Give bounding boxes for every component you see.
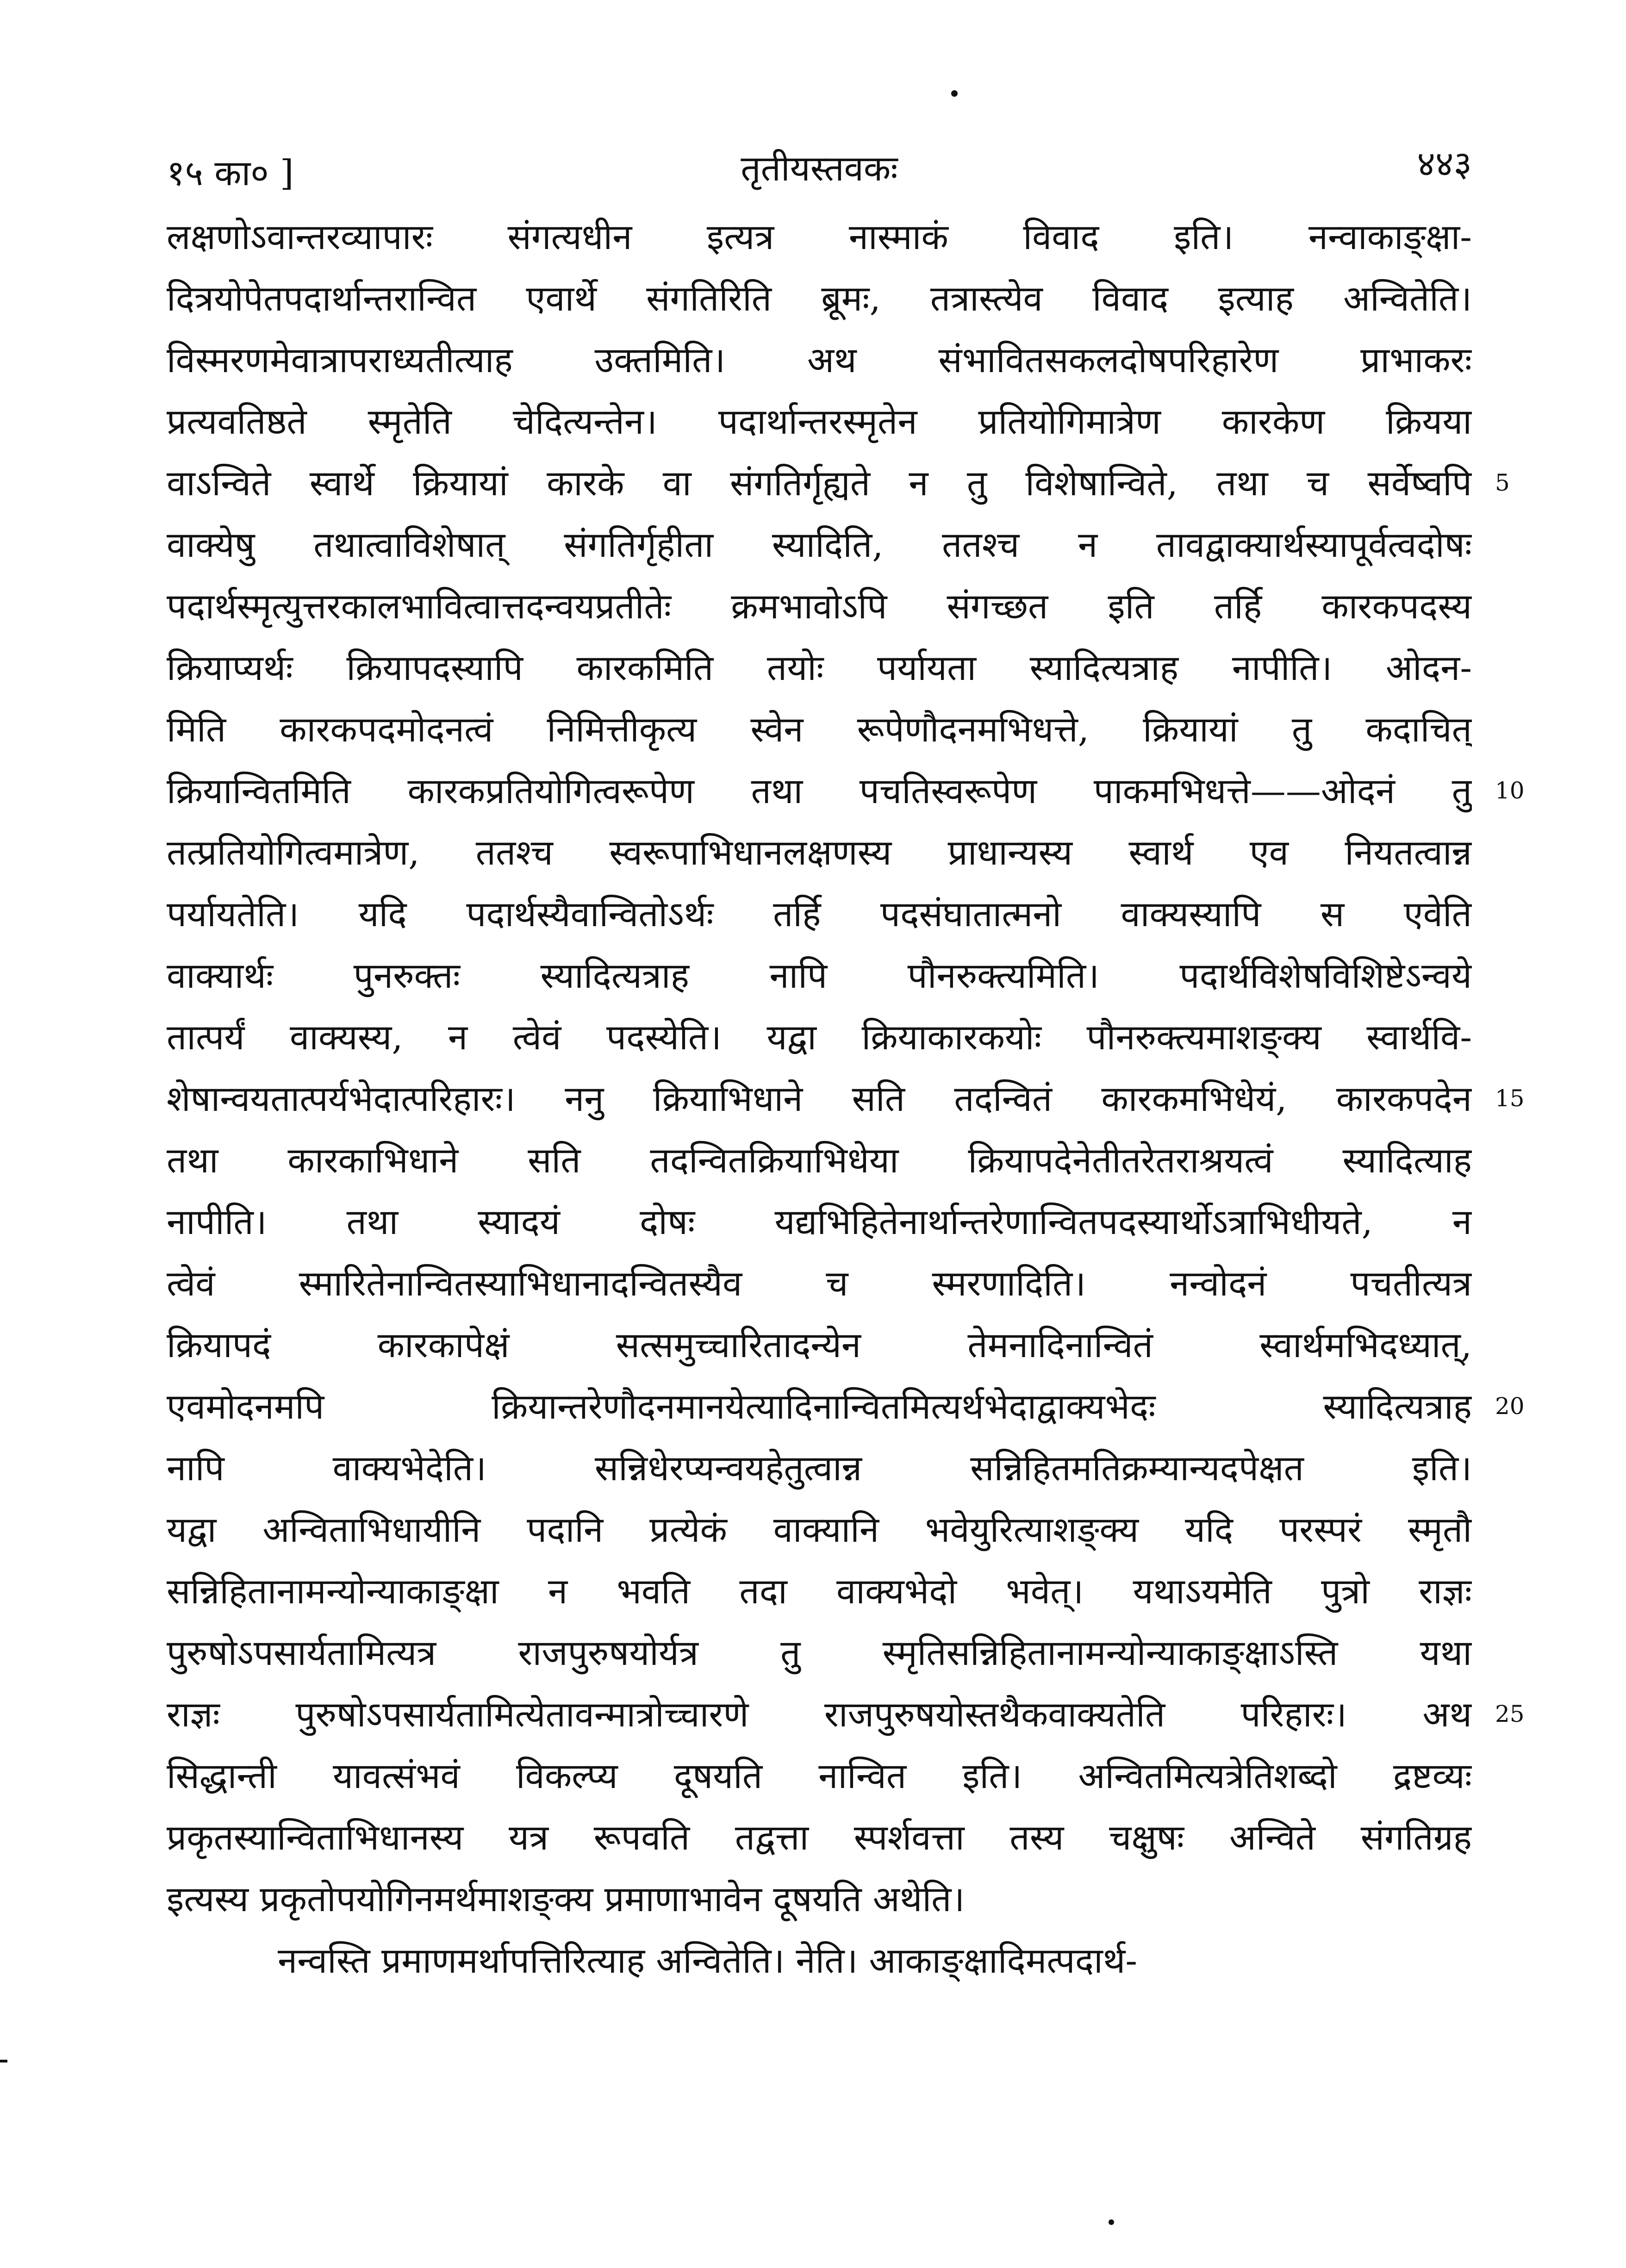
text-line: त्वेवं स्मारितेनान्वितस्याभिधानादन्वितस्यैव च स्मरणादिति। नन्वोदनं पचतीत्यत्र <box>167 1263 1472 1304</box>
text-line: तात्पर्यं वाक्यस्य, न त्वेवं पदस्येति। यद्वा क्रियाकारकयोः पौनरुक्त्यमाशङ्क्य स्वार्थवि- <box>167 1016 1472 1058</box>
text-line: राज्ञः पुरुषोऽपसार्यतामित्येतावन्मात्रोच्चारणे राजपुरुषयोस्तथैकवाक्यतेति परिहारः। अथ <box>167 1694 1472 1735</box>
text-line: मिति कारकपदमोदनत्वं निमित्तीकृत्य स्वेन रूपेणौदनमभिधत्ते, क्रियायां तु कदाचित् <box>167 709 1472 750</box>
scan-mark <box>0 2060 7 2062</box>
header-running-title: तृतीयस्तवकः <box>741 148 898 189</box>
text-line: वाक्येषु तथात्वाविशेषात् संगतिर्गृहीता स्यादिति, ततश्च न तावद्वाक्यार्थस्यापूर्वत्वदोषः <box>167 524 1472 565</box>
text-line: क्रियान्वितमिति कारकप्रतियोगित्वरूपेण तथा पचतिस्वरूपेण पाकमभिधत्ते——ओदनं तु <box>167 770 1472 811</box>
text-line: एवमोदनमपि क्रियान्तरेणौदनमानयेत्यादिनान्वितमित्यर्थभेदाद्वाक्यभेदः स्यादित्यत्राह <box>167 1386 1472 1427</box>
text-line: सिद्धान्ती यावत्संभवं विकल्प्य दूषयति नान्वित इति। अन्वितमित्यत्रेतिशब्दो द्रष्टव्यः <box>167 1755 1472 1796</box>
scan-speck <box>1109 2219 1114 2225</box>
text-line: पदार्थस्मृत्युत्तरकालभावित्वात्तदन्वयप्रतीतेः क्रमभावोऽपि संगच्छत इति तर्हि कारकपदस्य <box>167 586 1472 627</box>
text-line: क्रियाप्यर्थः क्रियापदस्यापि कारकमिति तयोः पर्यायता स्यादित्यत्राह नापीति। ओदन- <box>167 647 1472 688</box>
text-line: नन्वस्ति प्रमाणमर्थापत्तिरित्याह अन्वितेति। नेति। आकाङ्क्षादिमत्पदार्थ- <box>278 1940 1138 1981</box>
page-header <box>167 139 1472 204</box>
header-page-number: ४४३ <box>1417 143 1472 184</box>
text-line: पर्यायतेति। यदि पदार्थस्यैवान्वितोऽर्थः तर्हि पदसंघातात्मनो वाक्यस्यापि स एवेति <box>167 893 1472 935</box>
line-number: 20 <box>1495 1393 1525 1420</box>
text-line: पुरुषोऽपसार्यतामित्यत्र राजपुरुषयोर्यत्र तु स्मृतिसन्निहितानामन्योन्याकाङ्क्षाऽस्ति यथा <box>167 1632 1472 1673</box>
text-line: विस्मरणमेवात्रापराध्यतीत्याह उक्तमिति। अथ संभावितसकलदोषपरिहारेण प्राभाकरः <box>167 339 1472 380</box>
line-number: 15 <box>1495 1085 1525 1112</box>
text-line: क्रियापदं कारकापेक्षं सत्समुच्चारितादन्येन तेमनादिनान्वितं स्वार्थमभिदध्यात्, <box>167 1324 1472 1365</box>
text-line: तत्प्रतियोगित्वमात्रेण, ततश्च स्वरूपाभिधानलक्षणस्य प्राधान्यस्य स्वार्थ एव नियतत्वान्न <box>167 832 1472 873</box>
text-line: नापि वाक्यभेदेति। सन्निधेरप्यन्वयहेतुत्वान्न सन्निहितमतिक्रम्यान्यदपेक्षत इति। <box>167 1447 1472 1489</box>
text-line: वाऽन्विते स्वार्थे क्रियायां कारके वा संगतिर्गृह्यते न तु विशेषान्विते, तथा च सर्वेष्वपि <box>167 462 1472 504</box>
text-line: नापीति। तथा स्यादयं दोषः यद्यभिहितेनार्थान्तरेणान्वितपदस्यार्थोऽत्राभिधीयते, न <box>167 1201 1472 1242</box>
scan-speck <box>951 90 958 97</box>
line-number: 5 <box>1495 469 1510 496</box>
text-line: इत्यस्य प्रकृतोपयोगिनमर्थमाशङ्क्य प्रमाणाभावेन दूषयति अथेति। <box>167 1878 965 1919</box>
commentary-text <box>167 206 1472 1991</box>
text-line: लक्षणोऽवान्तरव्यापारः संगत्यधीन इत्यत्र नास्माकं विवाद इति। नन्वाकाङ्क्षा- <box>167 216 1472 257</box>
text-line: सन्निहितानामन्योन्याकाङ्क्षा न भवति तदा वाक्यभेदो भवेत्। यथाऽयमेति पुत्रो राज्ञः <box>167 1570 1472 1612</box>
line-number: 10 <box>1495 777 1525 804</box>
text-line: प्रकृतस्यान्विताभिधानस्य यत्र रूपवति तद्वत्ता स्पर्शवत्ता तस्य चक्षुषः अन्विते संगतिग्रह <box>167 1817 1472 1858</box>
header-section-label: १५ का० ] <box>167 152 294 193</box>
text-line: तथा कारकाभिधाने सति तदन्वितक्रियाभिधेया क्रियापदेनेतीतरेतराश्रयत्वं स्यादित्याह <box>167 1140 1472 1181</box>
text-line: शेषान्वयतात्पर्यभेदात्परिहारः। ननु क्रियाभिधाने सति तदन्वितं कारकमभिधेयं, कारकपदेन <box>167 1078 1472 1119</box>
text-line: यद्वा अन्विताभिधायीनि पदानि प्रत्येकं वाक्यानि भवेयुरित्याशङ्क्य यदि परस्परं स्मृतौ <box>167 1509 1472 1550</box>
text-line: प्रत्यवतिष्ठते स्मृतेति चेदित्यन्तेन। पदार्थान्तरस्मृतेन प्रतियोगिमात्रेण कारकेण क्रियया <box>167 401 1472 442</box>
text-line: वाक्यार्थः पुनरुक्तः स्यादित्यत्राह नापि पौनरुक्त्यमिति। पदार्थविशेषविशिष्टेऽन्वये <box>167 955 1472 996</box>
text-line: दित्रयोपेतपदार्थान्तरान्वित एवार्थे संगतिरिति ब्रूमः, तत्रास्त्येव विवाद इत्याह अन्वितेति। <box>167 278 1472 319</box>
line-number: 25 <box>1495 1701 1525 1727</box>
